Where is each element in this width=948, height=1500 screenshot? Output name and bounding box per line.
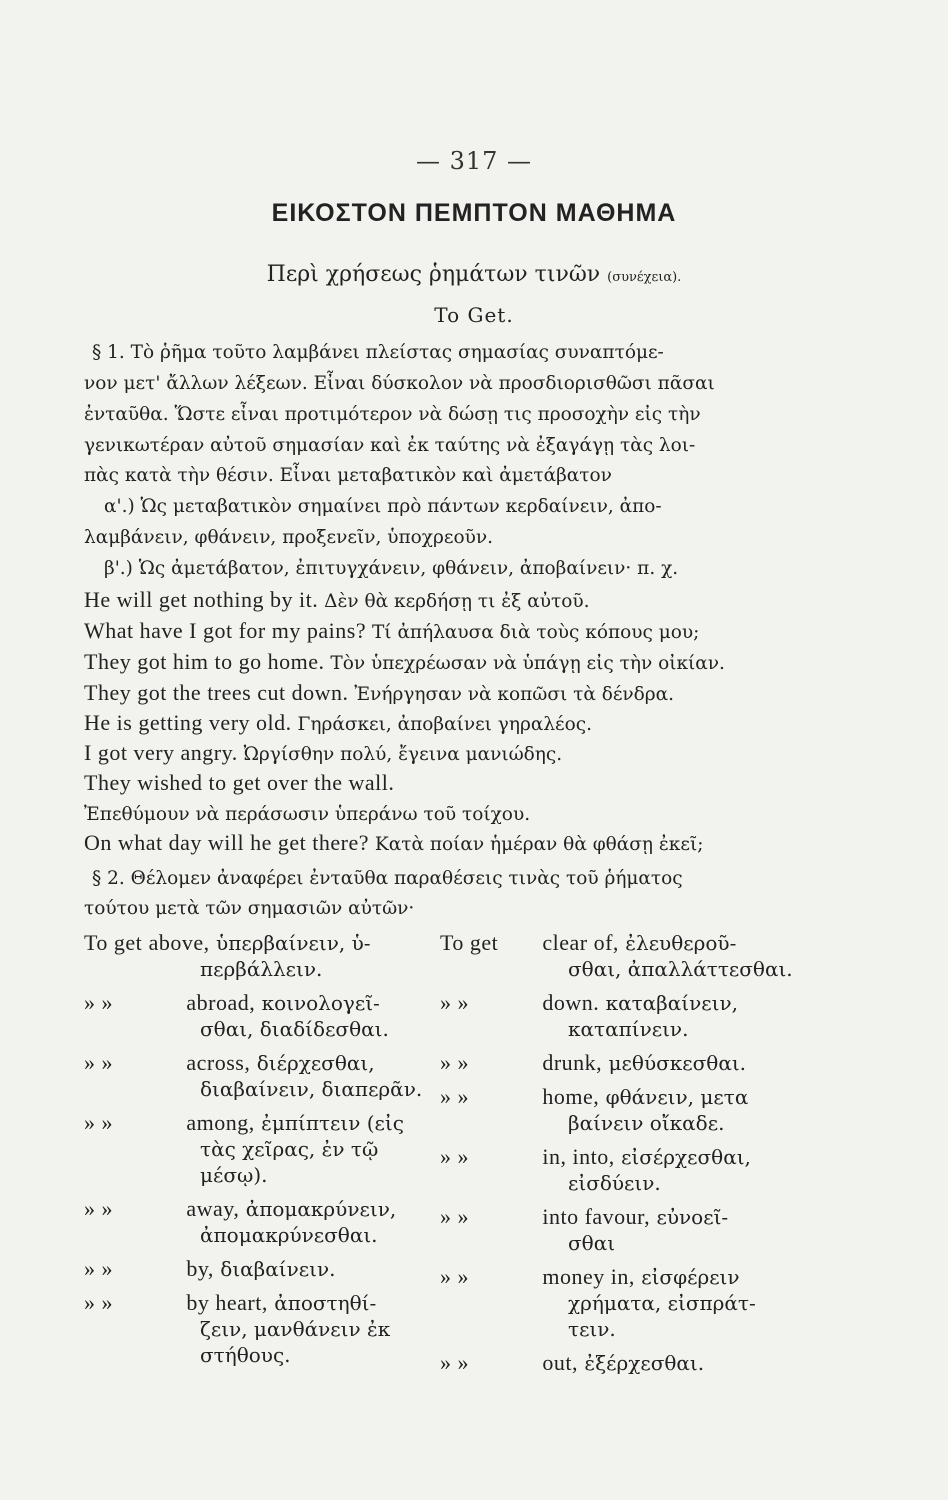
para2-line: § 2. Θέλομεν ἀναφέρει ἐνταῦθα παραθέσεις τινὰς τοῦ ῥήματος	[92, 868, 683, 889]
phrase-continuation: περβάλλειν.	[200, 957, 323, 981]
phrase-head: » »	[440, 1264, 469, 1289]
phrase-entry	[440, 1204, 728, 1230]
phrase-entry	[84, 1290, 376, 1316]
lesson-title: ΕΙΚΟΣΤΟΝ ΠΕΜΠΤΟΝ ΜΑΘΗΜΑ	[271, 199, 677, 227]
phrase-continuation: βαίνειν οἴκαδε.	[568, 1111, 725, 1135]
phrase-continuation: σθαι, ἀπαλλάττεσθαι.	[568, 957, 793, 981]
example-english: I got very angry.	[84, 740, 238, 765]
phrase-head: » »	[440, 990, 469, 1015]
example-greek: Τὸν ὑπεχρέωσαν νὰ ὑπάγῃ εἰς τὴν οἰκίαν.	[330, 653, 725, 674]
phrase-continuation: σθαι	[568, 1231, 616, 1255]
phrase-english: down.	[542, 990, 600, 1015]
para1-line: ἐνταῦθα. Ὥστε εἶναι προτιμότερον νὰ δώσῃ τις προσοχὴν εἰς τὴν	[84, 404, 701, 425]
lesson-subtitle	[0, 262, 948, 291]
phrase-english: abroad,	[186, 990, 256, 1015]
phrase-continuation: εἰσδύειν.	[568, 1171, 661, 1195]
phrase-greek: ἀποστηθί-	[274, 1291, 377, 1315]
example-line	[84, 710, 592, 738]
phrase-english: by,	[186, 1256, 214, 1281]
phrase-english: above,	[148, 930, 210, 955]
phrase-entry	[84, 1110, 404, 1136]
phrase-english: money in,	[542, 1264, 635, 1289]
example-english: He is getting very old.	[84, 710, 292, 735]
phrase-english: by heart,	[186, 1290, 268, 1315]
subtitle-note: (συνέχεια).	[607, 270, 682, 285]
para1-line: β'.) Ὡς ἀμετάβατον, ἐπιτυγχάνειν, φθάνειν, ἀποβαίνειν· π. χ.	[104, 558, 679, 579]
phrase-continuation: σθαι, διαδίδεσθαι.	[200, 1017, 389, 1041]
example-line	[84, 800, 530, 828]
example-line	[84, 587, 589, 615]
phrase-greek: καταβαίνειν,	[605, 991, 738, 1015]
phrase-greek: κοινολογεῖ-	[261, 991, 380, 1015]
example-greek: Γηράσκει, ἀποβαίνει γηραλέος.	[297, 714, 593, 735]
example-line	[84, 649, 725, 677]
phrase-english: away,	[186, 1196, 240, 1221]
phrase-continuation: μέσῳ).	[200, 1163, 268, 1187]
section-title: To Get.	[434, 303, 514, 327]
phrase-entry	[440, 1050, 746, 1076]
phrase-greek: εἰσφέρειν	[641, 1265, 740, 1289]
para1-line: γενικωτέραν αὐτοῦ σημασίαν καὶ ἐκ ταύτης νὰ ἐξαγάγῃ τὰς λοι-	[84, 435, 696, 456]
phrase-continuation: ζειν, μανθάνειν ἐκ	[200, 1317, 391, 1341]
subtitle-text: Περὶ χρήσεως ῥημάτων τινῶν	[266, 262, 601, 287]
phrase-english: clear of,	[542, 930, 619, 955]
phrase-greek: ἀπομακρύνειν,	[245, 1197, 397, 1221]
phrase-head: » »	[440, 1050, 469, 1075]
phrase-english: home,	[542, 1084, 600, 1109]
phrase-entry	[440, 990, 738, 1016]
phrase-head: To get	[84, 930, 143, 955]
example-english: What have I got for my pains?	[84, 618, 367, 643]
example-greek: Ἐνήργησαν νὰ κοπῶσι τὰ δένδρα.	[354, 684, 675, 705]
phrase-english: in, into,	[542, 1144, 615, 1169]
phrase-greek: διέρχεσθαι,	[256, 1051, 375, 1075]
example-line	[84, 830, 703, 858]
phrase-head: » »	[84, 1110, 113, 1135]
phrase-greek: εὐνοεῖ-	[656, 1205, 729, 1229]
phrase-entry	[84, 1256, 335, 1282]
example-english: On what day will he get there?	[84, 830, 370, 855]
phrase-continuation: τειν.	[568, 1317, 616, 1341]
para1-line: πὰς κατὰ τὴν θέσιν. Εἶναι μεταβατικὸν καὶ ἀμετάβατον	[84, 465, 612, 486]
phrase-continuation: στήθους.	[200, 1343, 291, 1367]
phrase-entry	[84, 1196, 396, 1222]
phrase-head: » »	[440, 1144, 469, 1169]
example-greek: Δὲν θὰ κερδήσῃ τι ἐξ αὐτοῦ.	[324, 591, 590, 612]
example-english: They got him to go home.	[84, 649, 325, 674]
example-english: They got the trees cut down.	[84, 680, 349, 705]
phrase-greek: ἐλευθεροῦ-	[625, 931, 737, 955]
example-line	[84, 618, 699, 646]
phrase-head: » »	[440, 1084, 469, 1109]
phrase-english: into favour,	[542, 1204, 651, 1229]
phrase-continuation: χρήματα, εἰσπράτ-	[568, 1291, 756, 1315]
phrase-greek: ἐξέρχεσθαι.	[584, 1351, 705, 1375]
example-line	[84, 680, 674, 708]
phrase-continuation: διαβαίνειν, διαπερᾶν.	[200, 1077, 423, 1101]
phrase-head: » »	[440, 1350, 469, 1375]
phrase-entry	[84, 930, 371, 956]
phrase-head: » »	[84, 1196, 113, 1221]
phrase-head: » »	[84, 1290, 113, 1315]
phrase-continuation: τὰς χεῖρας, ἐν τῷ	[200, 1137, 379, 1161]
para1-line: α'.) Ὡς μεταβατικὸν σημαίνει πρὸ πάντων κερδαίνειν, ἀπο-	[104, 496, 662, 517]
phrase-head: » »	[84, 990, 113, 1015]
phrase-head: » »	[440, 1204, 469, 1229]
phrase-head: To get	[440, 930, 499, 955]
page-number: — 317 —	[415, 147, 533, 175]
phrase-greek: εἰσέρχεσθαι,	[621, 1145, 751, 1169]
example-greek: Κατὰ ποίαν ἡμέραν θὰ φθάσῃ ἐκεῖ;	[374, 834, 704, 855]
para1-line: § 1. Τὸ ῥῆμα τοῦτο λαμβάνει πλείστας σημασίας συναπτόμε-	[92, 342, 664, 363]
phrase-entry	[440, 1350, 704, 1376]
phrase-english: out,	[542, 1350, 578, 1375]
para1-line: λαμβάνειν, φθάνειν, προξενεῖν, ὑποχρεοῦν.	[84, 527, 493, 548]
example-greek: Τί ἀπήλαυσα διὰ τοὺς κόπους μου;	[371, 622, 700, 643]
example-english: He will get nothing by it.	[84, 587, 319, 612]
phrase-entry	[84, 990, 380, 1016]
phrase-head: » »	[84, 1256, 113, 1281]
phrase-entry	[440, 930, 736, 956]
para1-line: νον μετ' ἄλλων λέξεων. Εἶναι δύσκολον νὰ προσδιορισθῶσι πᾶσαι	[84, 373, 715, 394]
phrase-entry	[84, 1050, 375, 1076]
phrase-english: across,	[186, 1050, 251, 1075]
phrase-continuation: καταπίνειν.	[568, 1017, 689, 1041]
para2-line: τούτου μετὰ τῶν σημασιῶν αὐτῶν·	[84, 898, 415, 919]
example-line	[84, 770, 394, 798]
example-greek: Ὠργίσθην πολύ, ἔγεινα μανιώδης.	[243, 744, 563, 765]
phrase-greek: ἐμπίπτειν (εἰς	[261, 1111, 404, 1135]
phrase-continuation: ἀπομακρύνεσθαι.	[200, 1223, 378, 1247]
example-english: They wished to get over the wall.	[84, 770, 395, 795]
phrase-greek: ὑπερβαίνειν, ὑ-	[216, 931, 371, 955]
phrase-english: among,	[186, 1110, 255, 1135]
example-greek: Ἐπεθύμουν νὰ περάσωσιν ὑπεράνω τοῦ τοίχου.	[84, 804, 531, 825]
phrase-entry	[440, 1264, 740, 1290]
phrase-entry	[440, 1144, 751, 1170]
phrase-greek: φθάνειν, μετα	[605, 1085, 749, 1109]
phrase-greek: διαβαίνειν.	[220, 1257, 336, 1281]
phrase-entry	[440, 1084, 748, 1110]
phrase-english: drunk,	[542, 1050, 603, 1075]
phrase-head: » »	[84, 1050, 113, 1075]
phrase-greek: μεθύσκεσθαι.	[608, 1051, 747, 1075]
example-line	[84, 740, 562, 768]
